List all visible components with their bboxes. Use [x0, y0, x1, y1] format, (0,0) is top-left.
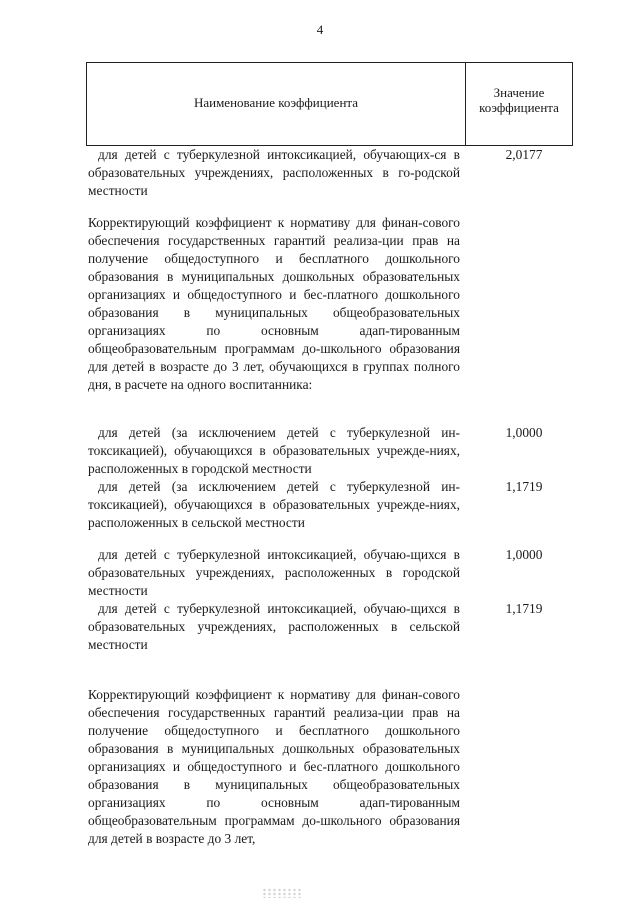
- row-value: 2,0177: [505, 147, 543, 162]
- row-value: 1,0000: [505, 425, 543, 440]
- row-text: для детей с туберкулезной интоксикацией, обучаю-щихся в образовательных учреждениях, расположенных в городской местности: [88, 547, 460, 598]
- row-value: 1,1719: [505, 601, 543, 616]
- row-text: для детей (за исключением детей с туберкулезной ин-токсикацией), обучающихся в образовательных учрежде-ниях, расположенных в городской местности: [88, 425, 460, 476]
- header-value-line1: Значение: [493, 85, 545, 100]
- page-number: 4: [316, 22, 324, 37]
- header-coefficient-name: Наименование коэффициента: [193, 95, 359, 110]
- row-value: 1,1719: [505, 479, 543, 494]
- scan-artifact: [262, 888, 302, 898]
- row-text: для детей с туберкулезной интоксикацией, обучаю-щихся в образовательных учреждениях, расположенных в сельской местности: [88, 601, 460, 652]
- row-text: Корректирующий коэффициент к нормативу для финан-сового обеспечения государственных гарантий реализа-ции прав на получение общедоступного и бесплатного дошкольного образования в муниципальных дошкольных образовательных организациях и общедоступного и бес-платного дошкольного образования в муниципальных общеобразовательных организациях по основным адап-тированным общеобразовательным программам до-школьного образования для детей в возрасте до 3 лет, обучающихся в группах полного дня, в расчете на одного воспитанника:: [88, 215, 460, 392]
- row-text: для детей с туберкулезной интоксикацией, обучающих-ся в образовательных учреждениях, расположенных в го-родской местности: [88, 147, 460, 198]
- header-value-line2: коэффициента: [479, 100, 559, 115]
- table-header: [86, 62, 573, 146]
- header-coefficient-value: [466, 85, 572, 115]
- row-value: 1,0000: [505, 547, 543, 562]
- row-text: Корректирующий коэффициент к нормативу для финан-сового обеспечения государственных гарантий реализа-ции прав на получение общедоступного и бесплатного дошкольного образования в муниципальных дошкольных образовательных организациях и общедоступного и бес-платного дошкольного образования в муниципальных общеобразовательных организациях по основным адап-тированным общеобразовательным программам до-школьного образования для детей в возрасте до 3 лет,: [88, 687, 460, 846]
- row-text: для детей (за исключением детей с туберкулезной ин-токсикацией), обучающихся в образовательных учрежде-ниях, расположенных в сельской местности: [88, 479, 460, 530]
